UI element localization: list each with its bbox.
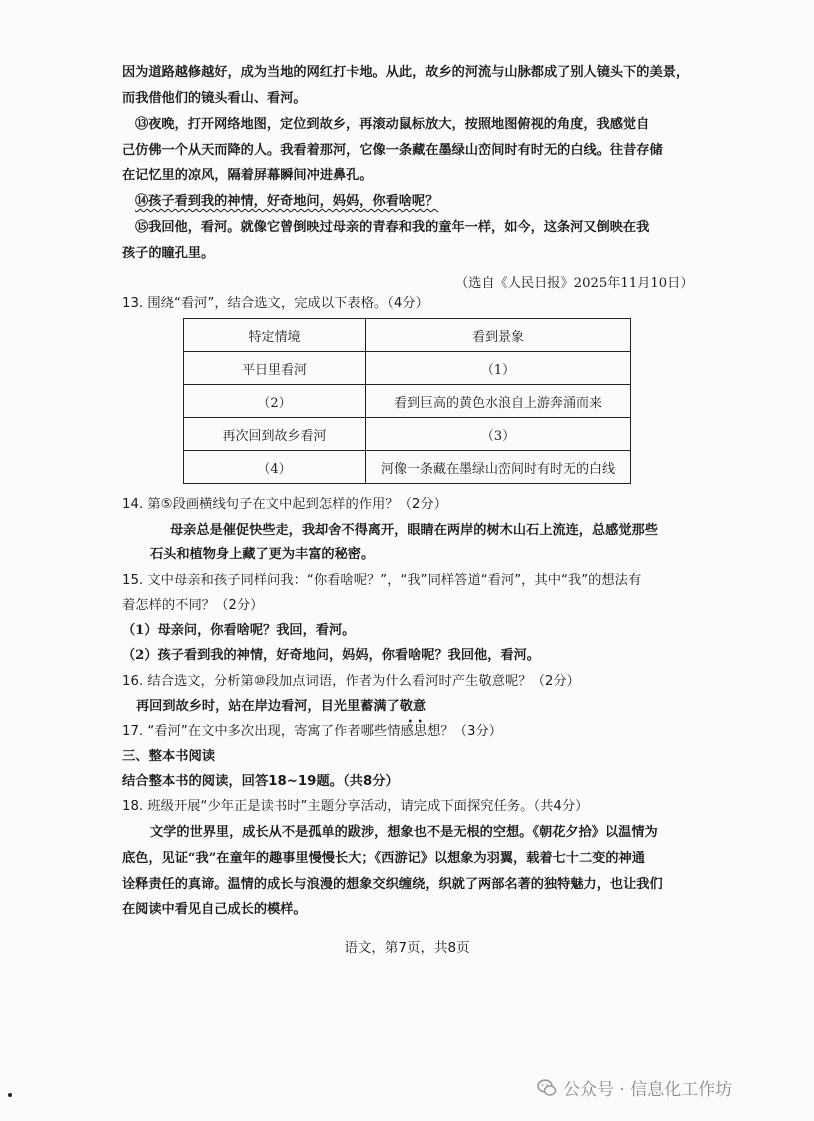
table-row (184, 451, 631, 484)
passage-line: ⑬夜晚，打开网络地图，定位到故乡，再滚动鼠标放大，按照地图俯视的角度，我感觉自 (135, 117, 650, 132)
watermark-text: 公众号 · 信息化工作坊 (563, 1080, 733, 1100)
q17-stem: 17. “看河”在文中多次出现，寄寓了作者哪些情感思想？（3分） (122, 724, 503, 739)
passage-source: （选自《人民日报》2025年11月10日） (455, 276, 694, 291)
table-cell: （3） (366, 418, 631, 451)
passage-line-wavy: ⑭孩子看到我的神情，好奇地问，妈妈，你看啥呢？ (135, 194, 439, 209)
q15-stem: 15. 文中母亲和孩子同样问我：“你看啥呢？”，“我”同样答道“看河”，其中“我”的想法有 (122, 573, 642, 588)
passage-line: ⑮我回他，看河。就像它曾倒映过母亲的青春和我的童年一样，如今，这条河又倒映在我 (135, 220, 650, 235)
passage-line: 孩子的瞳孔里。 (122, 246, 215, 261)
q15-stem: 着怎样的不同？（2分） (122, 598, 264, 613)
q18-stem: 18. 班级开展“少年正是读书时”主题分享活动，请完成下面探究任务。（共4分） (122, 799, 589, 814)
q16-quote: 再回到故乡时，站在岸边看河，目光里蓄满了敬意 • • (136, 698, 426, 716)
wechat-icon (537, 1078, 557, 1098)
table-header-cell: 特定情境 (184, 319, 366, 352)
q15-answer: （1）母亲问，你看啥呢？我回，看河。 (122, 623, 356, 638)
q18-text: 在阅读中看见自己成长的模样。 (122, 902, 307, 917)
section-instruction: 结合整本书的阅读，回答18~19题。（共8分） (122, 774, 399, 789)
dotted-words: 敬意 • • (400, 699, 426, 714)
q16-stem: 16. 结合选文，分析第⑩段加点词语，作者为什么看河时产生敬意呢？（2分） (122, 674, 580, 689)
q18-text: 文学的世界里，成长从不是孤单的跋涉，想象也不是无根的空想。《朝花夕拾》以温情为 (150, 825, 658, 840)
page-footer: 语文，第7页，共8页 (344, 940, 470, 956)
table-header-row (184, 319, 631, 352)
scan-dot (8, 1093, 12, 1097)
q15-answer: （2）孩子看到我的神情，好奇地问，妈妈，你看啥呢？我回他，看河。 (122, 648, 540, 663)
q14-stem: 14. 第⑤段画横线句子在文中起到怎样的作用？（2分） (122, 497, 447, 512)
q14-quote: 母亲总是催促快些走，我却舍不得离开，眼睛在两岸的树木山石上流连，总感觉那些 (170, 523, 658, 538)
passage-line: 而我借他们的镜头看山、看河。 (122, 91, 307, 106)
table-cell: 看到巨高的黄色水浪自上游奔涌而来 (366, 385, 631, 418)
q13-stem: 13. 围绕“看河”，结合选文，完成以下表格。（4分） (122, 296, 429, 311)
watermark (537, 1075, 732, 1100)
table-cell: （2） (184, 385, 366, 418)
q14-quote: 石头和植物身上藏了更为丰富的秘密。 (150, 547, 375, 562)
table-row (184, 418, 631, 451)
table-row (184, 385, 631, 418)
q18-text: 诠释责任的真谛。温情的成长与浪漫的想象交织缠绕，织就了两部名著的独特魅力，也让我们 (122, 877, 663, 892)
table-cell: （4） (184, 451, 366, 484)
table-cell: 再次回到故乡看河 (184, 418, 366, 451)
q18-text: 底色，见证“我”在童年的趣事里慢慢长大；《西游记》以想象为羽翼，载着七十二变的神通 (122, 851, 645, 866)
table-cell: 平日里看河 (184, 352, 366, 385)
passage-line: 己仿佛一个从天而降的人。我看着那河，它像一条藏在墨绿山峦间时有时无的白线。往昔存储 (122, 143, 663, 158)
section-title: 三、整本书阅读 (122, 749, 216, 764)
table-cell: （1） (366, 352, 631, 385)
passage-line: 在记忆里的凉风，隔着屏幕瞬间冲进鼻孔。 (122, 168, 373, 183)
table-header-cell: 看到景象 (366, 319, 631, 352)
table-row (184, 352, 631, 385)
passage-line: 因为道路越修越好，成为当地的网红打卡地。从此，故乡的河流与山脉都成了别人镜头下的美景， (122, 65, 690, 80)
table-cell: 河像一条藏在墨绿山峦间时有时无的白线 (366, 451, 631, 484)
q13-table (183, 318, 631, 484)
